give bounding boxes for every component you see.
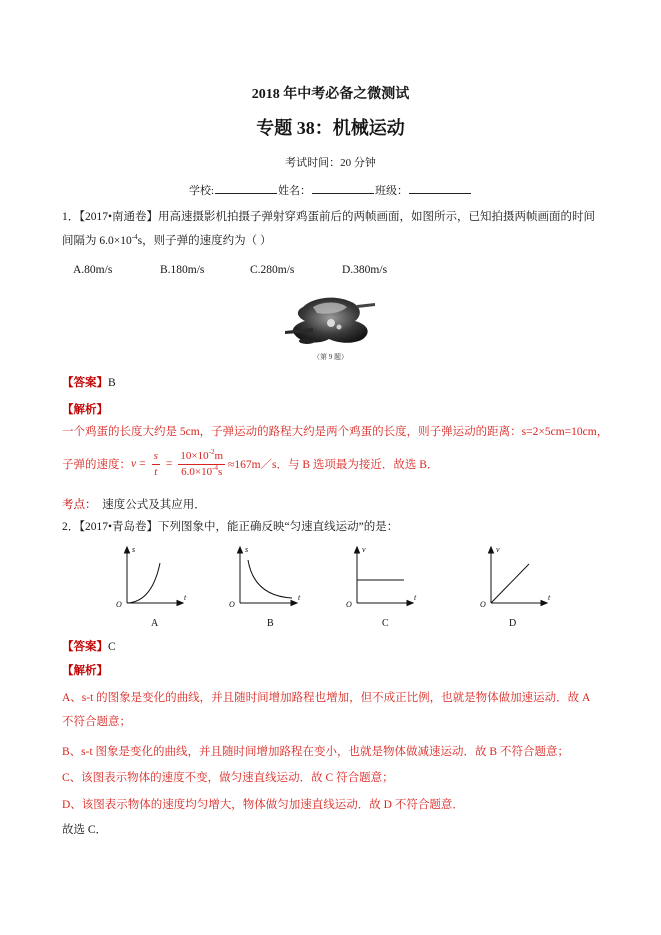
graph-b-y-label: s bbox=[245, 545, 249, 554]
school-label: 学校: bbox=[188, 185, 215, 197]
graph-c bbox=[355, 547, 414, 606]
numerator-unit: m bbox=[214, 449, 224, 462]
graph-a-y-label: s bbox=[132, 545, 136, 554]
q2-analysis-line-a: A、s-t 的图象是变化的曲线，并且随时间增加路程也增加，但不成正比例，也就是物体做加速运动．故 A bbox=[62, 692, 591, 704]
graph-d-y-label: v bbox=[496, 545, 500, 554]
q2-conclusion: 故选 C． bbox=[62, 824, 108, 836]
q1-answer-label: 【答案】 bbox=[62, 377, 108, 389]
graph-d-x-arrow bbox=[541, 601, 547, 606]
q2-analysis-line-d: D、该图表示物体的速度均匀增大，物体做匀加速直线运动．故 D 不符合题意． bbox=[62, 799, 464, 811]
graph-a-x-label: t bbox=[184, 593, 187, 602]
q1-stem-line2-suffix: s，则子弹的速度约为（ ） bbox=[137, 235, 272, 247]
graph-b bbox=[238, 547, 298, 606]
graph-b-x-label: t bbox=[298, 593, 301, 602]
q1-exponent: -4 bbox=[131, 233, 138, 241]
graph-d bbox=[489, 547, 548, 606]
q1-option-a: A.80m/s bbox=[73, 264, 113, 276]
q2-analysis-label: 【解析】 bbox=[62, 665, 108, 677]
graph-b-decreasing-curve bbox=[248, 560, 292, 598]
graph-b-y-arrow bbox=[238, 547, 243, 553]
graph-c-x-arrow bbox=[407, 601, 413, 606]
graph-c-y-label: v bbox=[362, 545, 366, 554]
graph-a-origin: O bbox=[116, 600, 122, 609]
graph-d-origin: O bbox=[480, 600, 486, 609]
knowledge-point-text: 速度公式及其应用． bbox=[102, 499, 206, 511]
graph-d-y-arrow bbox=[489, 547, 494, 553]
numerator-exponent: -2 bbox=[208, 447, 215, 456]
q1-stem-line2-prefix: 间隔为 6.0×10 bbox=[62, 235, 132, 247]
formula-equals-2: = bbox=[165, 458, 173, 470]
q1-stem-line1: 1．【2017•南通卷】用高速摄影机拍摄子弹射穿鸡蛋前后的两帧画面，如图所示，已知拍摄两帧画面的时间 bbox=[62, 211, 596, 223]
formula-variable: v bbox=[131, 458, 137, 470]
q2-answer bbox=[62, 639, 116, 655]
q2-answer-label: 【答案】 bbox=[62, 641, 108, 653]
q1-answer-value: B bbox=[108, 377, 116, 389]
graph-d-x-label: t bbox=[548, 593, 551, 602]
q2-answer-value: C bbox=[108, 641, 116, 653]
document-title: 2018 年中考必备之微测试 bbox=[251, 87, 410, 102]
figure-caption: （第 9 题） bbox=[313, 353, 348, 361]
denominator-unit: s bbox=[217, 465, 223, 478]
graph-a-letter: A bbox=[151, 618, 159, 629]
graph-b-origin: O bbox=[229, 600, 235, 609]
exam-time: 考试时间：20 分钟 bbox=[285, 157, 376, 169]
topic-title: 专题 38：机械运动 bbox=[256, 118, 405, 138]
graph-b-x-arrow bbox=[291, 601, 297, 606]
q1-analysis-label: 【解析】 bbox=[62, 404, 108, 416]
q2-stem: 2．【2017•青岛卷】下列图象中，能正确反映“匀速直线运动”的是： bbox=[62, 521, 399, 533]
graph-c-x-label: t bbox=[414, 593, 417, 602]
graph-a-accelerating-curve bbox=[127, 563, 160, 603]
formula-lead: 子弹的速度： bbox=[62, 459, 131, 471]
knowledge-point-label: 考点： bbox=[62, 499, 97, 511]
q2-analysis-line-a-cont: 不符合题意； bbox=[62, 716, 131, 728]
class-label: 班级： bbox=[375, 185, 409, 197]
graph-c-origin: O bbox=[346, 600, 352, 609]
graph-d-proportional-line bbox=[491, 564, 529, 603]
graph-a-x-arrow bbox=[177, 601, 183, 606]
q1-option-c: C.280m/s bbox=[250, 264, 295, 276]
denominator-exponent: -4 bbox=[212, 463, 218, 472]
graph-c-y-arrow bbox=[355, 547, 360, 553]
fraction-numerator: s bbox=[152, 450, 160, 465]
q1-option-b: B.180m/s bbox=[160, 264, 205, 276]
numerator-base: 10×10 bbox=[180, 449, 209, 462]
q1-analysis-line1: 一个鸡蛋的长度大约是 5cm，子弹运动的路程大约是两个鸡蛋的长度，则子弹运动的距离：s=2×5cm=10cm， bbox=[62, 426, 609, 438]
graph-a bbox=[125, 547, 184, 606]
name-label: 姓名： bbox=[278, 185, 312, 197]
formula-equals-1: = bbox=[139, 458, 146, 470]
q2-analysis-line-c: C、该图表示物体的速度不变，做匀速直线运动．故 C 符合题意； bbox=[62, 772, 394, 784]
q2-analysis-line-b: B、s-t 图象是变化的曲线，并且随时间增加路程在变小，也就是物体做减速运动．故 B 不符合题意； bbox=[62, 746, 569, 758]
denominator-base: 6.0×10 bbox=[181, 465, 213, 478]
graph-d-letter: D bbox=[509, 618, 517, 629]
graph-b-letter: B bbox=[267, 618, 274, 629]
fraction-denominator: t bbox=[154, 465, 158, 478]
q1-option-d: D.380m/s bbox=[342, 264, 388, 276]
graph-c-letter: C bbox=[382, 618, 389, 629]
graph-a-y-arrow bbox=[125, 547, 130, 553]
formula-result: ≈167m／s．与 B 选项最为接近．故选 B． bbox=[228, 459, 439, 471]
